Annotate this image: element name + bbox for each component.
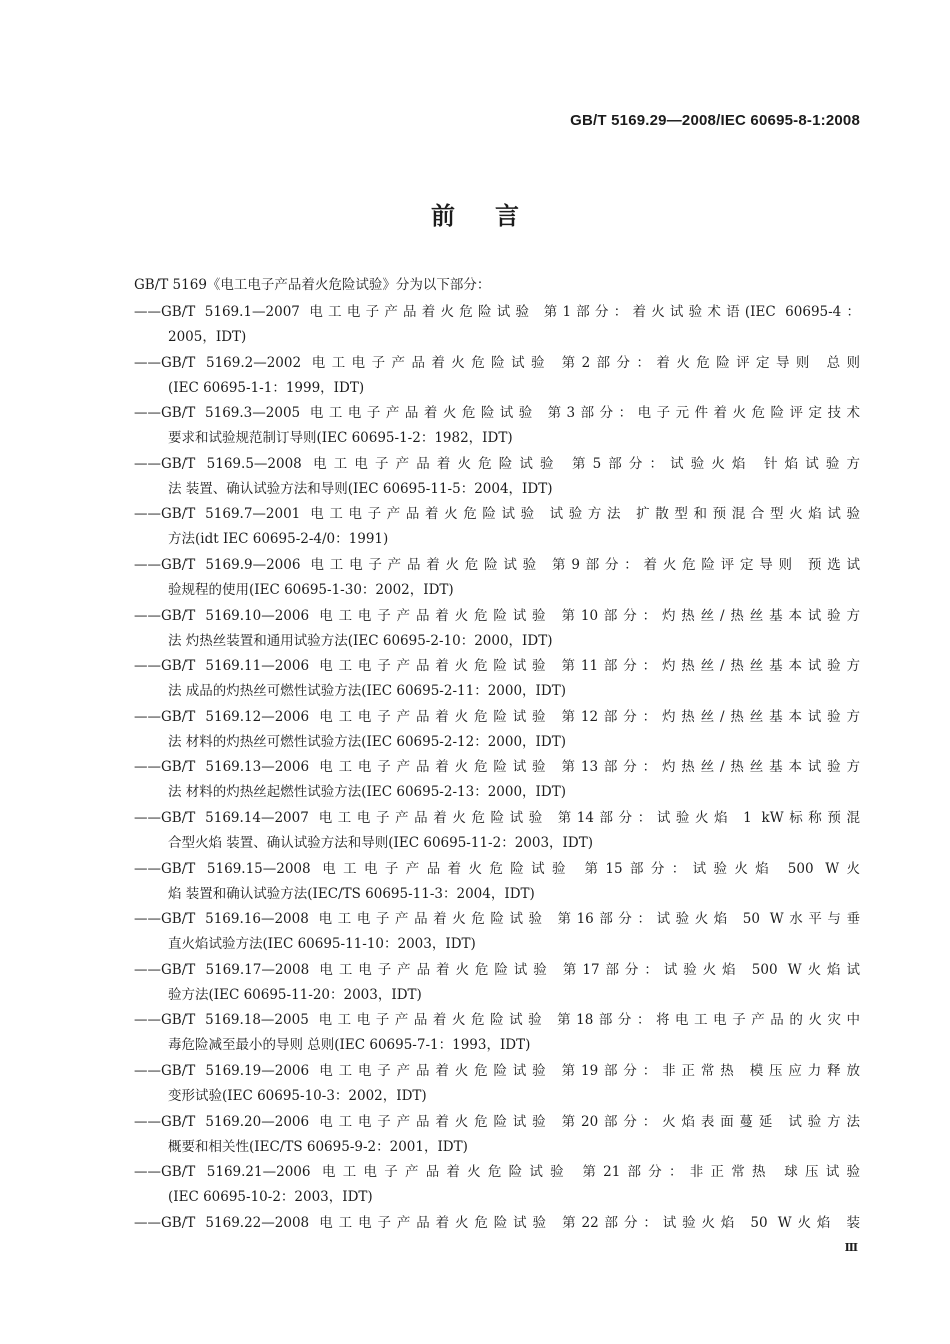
list-item-line: ——GB/T 5169.1—2007 电工电子产品着火危险试验 第1部分：着火试验术语(IEC 60695-4： — [134, 304, 860, 320]
list-item — [134, 806, 860, 857]
list-item-continuation: 验方法(IEC 60695-11-20：2003，IDT) — [168, 986, 422, 1003]
list-item — [134, 1008, 860, 1059]
list-item — [134, 857, 860, 908]
page-number: Ⅲ — [844, 1241, 858, 1254]
list-item-continuation: 法 成品的灼热丝可燃性试验方法(IEC 60695-2-11：2000，IDT) — [168, 683, 566, 700]
list-item-line: ——GB/T 5169.17—2008 电工电子产品着火危险试验 第17部分：试验火焰 500 W火焰试 — [134, 961, 860, 978]
list-item-line: ——GB/T 5169.5—2008 电工电子产品着火危险试验 第5部分：试验火焰 针焰试验方 — [134, 455, 860, 472]
list-item-continuation: 验规程的使用(IEC 60695-1-30：2002，IDT) — [168, 581, 454, 598]
list-item-line: ——GB/T 5169.2—2002 电工电子产品着火危险试验 第2部分：着火危险评定导则 总则 — [134, 354, 860, 371]
list-item — [134, 958, 860, 1009]
list-item — [134, 401, 860, 452]
list-item-line: ——GB/T 5169.11—2006 电工电子产品着火危险试验 第11部分：灼热丝/热丝基本试验方 — [134, 658, 860, 675]
list-item-line: ——GB/T 5169.10—2006 电工电子产品着火危险试验 第10部分：灼热丝/热丝基本试验方 — [134, 607, 860, 624]
list-item-line: ——GB/T 5169.19—2006 电工电子产品着火危险试验 第19部分：非正常热 模压应力释放 — [134, 1062, 860, 1079]
list-item-continuation: 法 装置、确认试验方法和导则(IEC 60695-11-5：2004，IDT) — [168, 480, 553, 497]
page-title: 前言 — [431, 201, 559, 230]
standard-number-header: GB/T 5169.29—2008/IEC 60695-8-1:2008 — [570, 112, 860, 129]
list-item — [134, 654, 860, 705]
list-item-line: ——GB/T 5169.15—2008 电工电子产品着火危险试验 第15部分：试验火焰 500 W火 — [134, 860, 860, 877]
list-item-line: ——GB/T 5169.3—2005 电工电子产品着火危险试验 第3部分：电子元件着火危险评定技术 — [134, 405, 860, 422]
list-item-line: ——GB/T 5169.20—2006 电工电子产品着火危险试验 第20部分：火焰表面蔓延 试验方法 — [134, 1113, 860, 1130]
list-item — [134, 300, 860, 351]
intro-paragraph: GB/T 5169《电工电子产品着火危险试验》分为以下部分： — [134, 277, 491, 293]
list-item-continuation: 直火焰试验方法(IEC 60695-11-10：2003，IDT) — [168, 936, 476, 953]
list-item-continuation: 合型火焰 装置、确认试验方法和导则(IEC 60695-11-2：2003，IDT) — [168, 834, 593, 851]
list-item-continuation: 概要和相关性(IEC/TS 60695-9-2：2001，IDT) — [168, 1138, 468, 1155]
list-item — [134, 502, 860, 553]
list-item-line: ——GB/T 5169.14—2007 电工电子产品着火危险试验 第14部分：试验火焰 1 kW标称预混 — [134, 809, 860, 826]
list-item-line: ——GB/T 5169.18—2005 电工电子产品着火危险试验 第18部分：将电工电子产品的火灾中 — [134, 1012, 860, 1029]
list-item — [134, 452, 860, 503]
list-item — [134, 1110, 860, 1161]
list-item-continuation: 法 材料的灼热丝起燃性试验方法(IEC 60695-2-13：2000，IDT) — [168, 784, 566, 801]
standard-parts-list — [134, 300, 860, 1261]
list-item-continuation: 焰 装置和确认试验方法(IEC/TS 60695-11-3：2004，IDT) — [168, 885, 535, 902]
list-item-continuation: 毒危险减至最小的导则 总则(IEC 60695-7-1：1993，IDT) — [168, 1037, 531, 1054]
list-item-continuation: 变形试验(IEC 60695-10-3：2002，IDT) — [168, 1087, 427, 1104]
list-item-line: ——GB/T 5169.9—2006 电工电子产品着火危险试验 第9部分：着火危险评定导则 预选试 — [134, 556, 860, 573]
list-item — [134, 604, 860, 655]
list-item — [134, 1211, 860, 1262]
list-item-continuation: 要求和试验规范制订导则(IEC 60695-1-2：1982，IDT) — [168, 430, 513, 447]
list-item — [134, 705, 860, 756]
list-item-line: ——GB/T 5169.21—2006 电工电子产品着火危险试验 第21部分：非正常热 球压试验 — [134, 1164, 860, 1181]
list-item — [134, 1160, 860, 1211]
list-item — [134, 1059, 860, 1110]
list-item — [134, 553, 860, 604]
list-item-continuation: (IEC 60695-10-2：2003，IDT) — [168, 1189, 373, 1206]
list-item-continuation: 法 灼热丝装置和通用试验方法(IEC 60695-2-10：2000，IDT) — [168, 632, 553, 649]
list-item-line: ——GB/T 5169.22—2008 电工电子产品着火危险试验 第22部分：试验火焰 50 W火焰 装 — [134, 1214, 860, 1231]
list-item-line: ——GB/T 5169.12—2006 电工电子产品着火危险试验 第12部分：灼热丝/热丝基本试验方 — [134, 708, 860, 725]
list-item-line: ——GB/T 5169.16—2008 电工电子产品着火危险试验 第16部分：试验火焰 50 W水平与垂 — [134, 911, 860, 928]
list-item — [134, 351, 860, 402]
list-item-continuation: 2005，IDT) — [168, 329, 247, 345]
list-item-continuation: 方法(idt IEC 60695-2-4/0：1991) — [168, 531, 389, 548]
list-item-line: ——GB/T 5169.7—2001 电工电子产品着火危险试验 试验方法 扩散型和预混合型火焰试验 — [134, 506, 860, 523]
list-item-continuation: 法 材料的灼热丝可燃性试验方法(IEC 60695-2-12：2000，IDT) — [168, 733, 566, 750]
list-item — [134, 907, 860, 958]
list-item — [134, 755, 860, 806]
list-item-line: ——GB/T 5169.13—2006 电工电子产品着火危险试验 第13部分：灼热丝/热丝基本试验方 — [134, 759, 860, 776]
list-item-continuation: (IEC 60695-1-1：1999，IDT) — [168, 379, 365, 396]
